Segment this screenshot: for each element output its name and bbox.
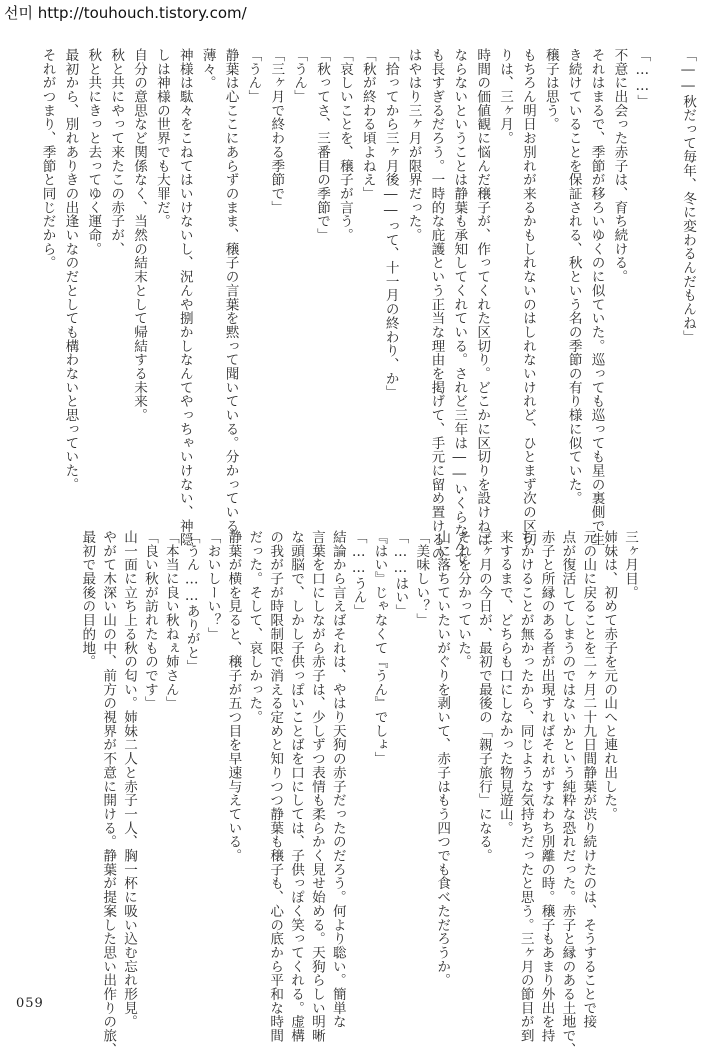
text-line: 「哀しいことを、穣子が言う。 [336, 48, 353, 242]
text-line: 点が復活してしまうのではないかという純粋な恐れだった。赤子と縁のある土地で、 [559, 530, 576, 1056]
text-line: 「良い秋が訪れたものです」 [141, 530, 158, 711]
text-line: 薄々。 [199, 48, 216, 90]
text-line: 自分の意思など関係なく、当然の結末として帰結する未来。 [131, 48, 147, 422]
text-line: 静葉が横を見ると、穣子が五つ目を早速与えている。 [225, 530, 242, 863]
text-line: 「秋ってさ、三番目の季節で」 [314, 48, 330, 242]
text-line: 来するまで、どちらも口にしなかった物見遊山。 [496, 530, 513, 835]
text-line: 「秋が終わる頃よねえ」 [359, 48, 376, 201]
text-line: 言葉を口にしながら赤子は、少しずつ表情も柔らかく見せ始める。天狗らしい明晰 [308, 530, 325, 1043]
text-line: 秋と共にやって来たこの赤子が、 [108, 48, 125, 256]
text-line: 元の山に戻ることを二ヶ月二十九日間静葉が渋り続けたのは、そうすることで接 [580, 530, 597, 1029]
text-line: な頭脳で、しかし子供っぽいことばを口にしては、子供っぽく笑ってくれる。虚構 [288, 530, 304, 1043]
text-line: 『はい』じゃなくて『うん』でしょ」 [371, 530, 388, 766]
text-line: も長すぎるだろう。一時的な庇護という正当な理由を掲げて、手元に留め置けるの [428, 48, 445, 561]
text-line: 最初から、別れありきの出逢いなのだとしても構わないと思っていた。 [62, 48, 79, 492]
text-line: 静葉は心ここにあらずのまま、穣子の言葉を黙って聞いている。分かっている。 [222, 48, 239, 547]
text-line: 「美味しい？」 [413, 530, 430, 627]
text-line: 「おいしーい？」 [204, 530, 221, 641]
text-line: ならないということは静葉も承知してくれている。されど三年は――いくらなんで [451, 48, 468, 566]
text-line: それはまるで、季節が移ろいゆくのに似ていた。巡っても巡っても星の裏側で生 [588, 48, 605, 547]
text-line: 結論から言えばそれは、やはり天狗の赤子だったのだろう。何より聡い。簡単な [329, 530, 346, 1029]
text-line: りは、三ヶ月。 [497, 48, 513, 145]
text-line: 時間の価値観に悩んだ穣子が、作ってくれた区切り。どこかに区切りを設けねば [474, 48, 491, 547]
text-line: やがて木深い山の中、前方の視界が不意に開ける。静葉が提案した思い出作りの旅、 [100, 530, 117, 1056]
text-line: 「うん……ありがと」 [183, 530, 200, 674]
text-line: 穣子は思う。 [542, 48, 559, 132]
text-line: 「……」 [634, 48, 651, 109]
text-line: 最初で最後の目的地。 [79, 530, 96, 669]
text-line: き続けていることを保証される、秋という名の季節の有り様に似ていた。 [565, 48, 582, 506]
text-line: はやはり三ヶ月が限界だった。 [405, 48, 422, 242]
text-line: 姉妹は、初めて赤子を元の山へと連れ出した。 [601, 530, 618, 821]
blank-line [652, 48, 671, 496]
text-line: 秋と共にきっと去ってゆく運命。 [85, 48, 102, 256]
text-line: 「……うん」 [350, 530, 367, 618]
text-line: それを分かっていた。 [455, 530, 471, 669]
page-number: 059 [16, 996, 44, 1011]
text-line: ちかけることが無かったから、同じような気持ちだったと思う。三ヶ月の節目が到 [517, 530, 534, 1043]
text-line: 神様は駄々をこねてはいけないし、況んや捌かしなんてやっちゃいけない、神隠 [176, 48, 193, 547]
text-line: 不意に出会った赤子は、育ち続ける。 [611, 48, 628, 284]
text-line: 三ヶ月の今日が、最初で最後の「親子旅行」になる。 [475, 530, 492, 863]
text-line: それがつまり、季節と同じだから。 [39, 48, 56, 270]
text-line: 「拾ってから三ヶ月後――って、十一月の終わり、か」 [382, 48, 399, 400]
text-line: もちろん明日お別れが来るかもしれないのはしれないけれど、ひとまず次の区切 [519, 48, 536, 547]
text-line: 「本当に良い秋ねぇ姉さん」 [162, 530, 179, 711]
text-line: 「……はい」 [392, 530, 409, 618]
bottom-text-block [76, 530, 638, 1056]
watermark-text: 선미 http://touhouch.tistory.com/ [4, 4, 247, 22]
text-line: 赤子と所縁のある者が出現すればそれがすなわち別離の時。穣子もあまり外出を持 [538, 530, 555, 1043]
text-line: 山一面に立ち上る秋の匂い。姉妹二人と赤子一人、胸一杯に吸い込む忘れ形見。 [121, 530, 137, 1029]
text-line: だった。そして、哀しかった。 [246, 530, 263, 724]
text-line: の我が子が時限制限で消える定めと知りつつ静葉も穣子も、心の底から平和な時間 [267, 530, 284, 1043]
text-line: 「――秋だって毎年、冬に変わるんだもんね」 [680, 48, 696, 344]
text-line: 「三ヶ月で終わる季節で」 [268, 48, 285, 215]
text-line: 「うん」 [291, 48, 308, 104]
text-line: しは神様の世界でも大罪だ。 [153, 48, 170, 229]
text-line: 山に落ちていたいがぐりを剥いて、赤子はもう四つでも食べただろうか。 [434, 530, 451, 988]
text-line: 三ヶ月目。 [622, 530, 638, 600]
text-line: 「うん」 [245, 48, 262, 104]
